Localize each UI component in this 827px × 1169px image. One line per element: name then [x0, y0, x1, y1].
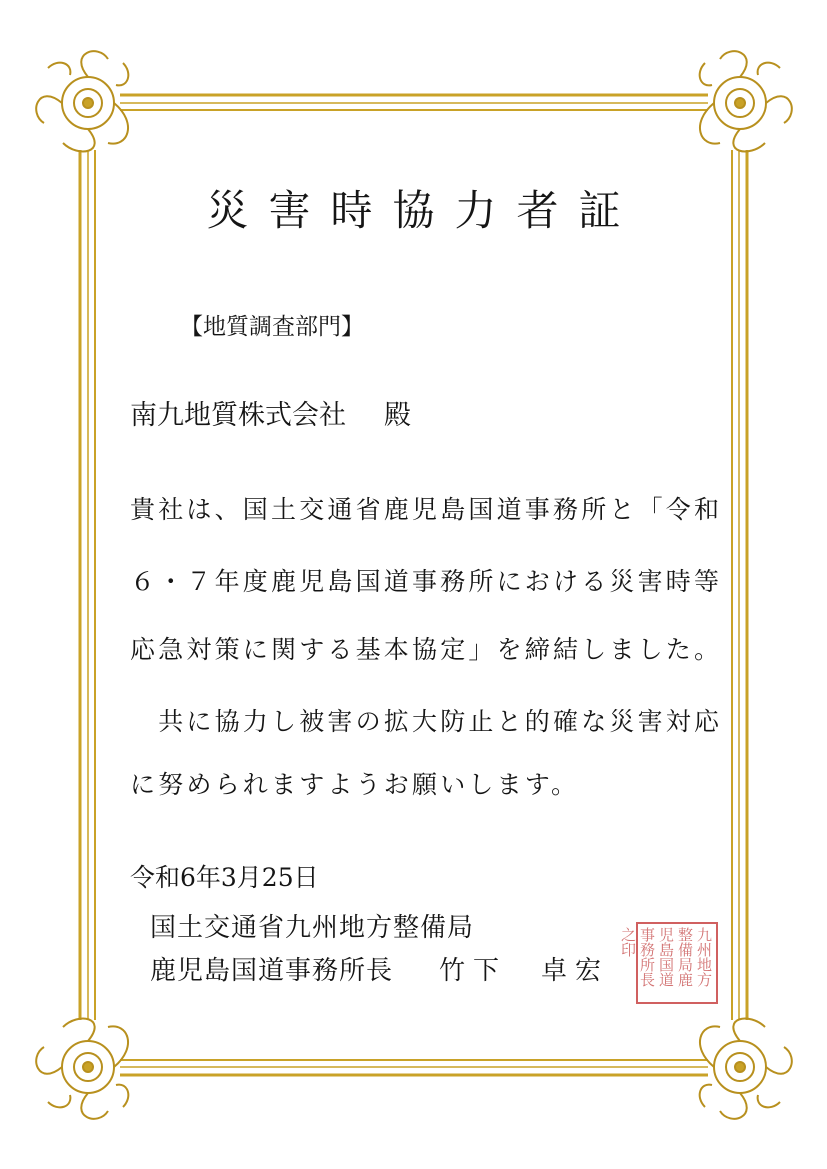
body-line: に努められますようお願いします。 [130, 770, 580, 799]
department-label: 【地質調査部門】 [180, 314, 364, 340]
seal-text: 九州地方整備局鹿児島国道事務所長之印 [619, 927, 713, 987]
recipient-line [130, 393, 411, 432]
issuer-name: 竹下 卓宏 [439, 956, 610, 986]
issuer-office: 鹿児島国道事務所長 [150, 956, 394, 986]
body-line: 共に協力し被害の拡大防止と的確な災害対応 [130, 707, 723, 736]
recipient-suffix: 殿 [384, 400, 411, 431]
body-line: 応急対策に関する基本協定」を締結しました。 [130, 635, 723, 664]
certificate-title: 災害時協力者証 [206, 186, 641, 235]
body-line: ６・７年度鹿児島国道事務所における災害時等 [130, 567, 723, 596]
issuer-office-line [150, 950, 609, 987]
body-line: 貴社は、国土交通省鹿児島国道事務所と「令和 [130, 495, 723, 524]
recipient-name: 南九地質株式会社 [130, 400, 346, 431]
official-seal [619, 922, 718, 1004]
issuer-organization: 国土交通省九州地方整備局 [150, 913, 475, 943]
issue-date: 令和6年3月25日 [130, 863, 319, 892]
